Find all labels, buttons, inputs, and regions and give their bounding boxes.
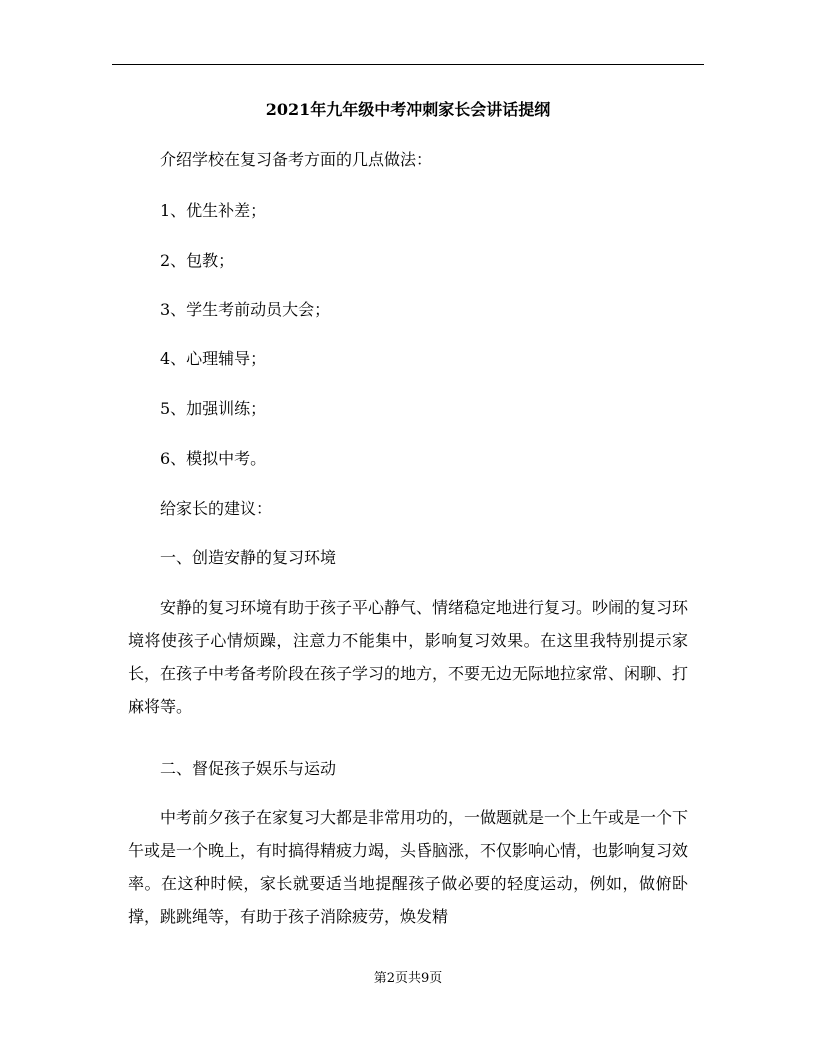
- practice-item-2: 2、包教；: [160, 251, 235, 270]
- practice-item-4: 4、心理辅导；: [160, 349, 267, 368]
- intro-line: 介绍学校在复习备考方面的几点做法：: [160, 150, 433, 169]
- section-heading-2: 二、督促孩子娱乐与运动: [160, 759, 337, 778]
- section-heading-1: 一、创造安静的复习环境: [160, 548, 337, 567]
- section-body-2: 中考前夕孩子在家复习大都是非常用功的，一做题就是一个上午或是一个下午或是一个晚上，有时搞得精疲力竭，头昏脑涨，不仅影响心情，也影响复习效率。在这种时候，家长就要适当地提醒孩子做必要的轻度运动，例如，做俯卧撑，跳跳绳等，有助于孩子消除疲劳，焕发精: [128, 808, 689, 926]
- section-body-1: 安静的复习环境有助于孩子平心静气、情绪稳定地进行复习。吵闹的复习环境将使孩子心情烦躁，注意力不能集中，影响复习效果。在这里我特别提示家长，在孩子中考备考阶段在孩子学习的地方，不要无边无际地拉家常、闲聊、打麻将等。: [128, 598, 689, 716]
- practice-item-3: 3、学生考前动员大会；: [160, 300, 331, 319]
- practice-item-6: 6、模拟中考。: [160, 449, 267, 468]
- practice-item-1: 1、优生补差；: [160, 201, 267, 220]
- page-footer: 第2页共9页: [373, 971, 443, 986]
- header-rule: [112, 64, 704, 65]
- document-title: 2021年九年级中考冲刺家长会讲话提纲: [265, 100, 551, 119]
- advice-heading: 给家长的建议：: [160, 499, 273, 518]
- practice-item-5: 5、加强训练；: [160, 399, 267, 418]
